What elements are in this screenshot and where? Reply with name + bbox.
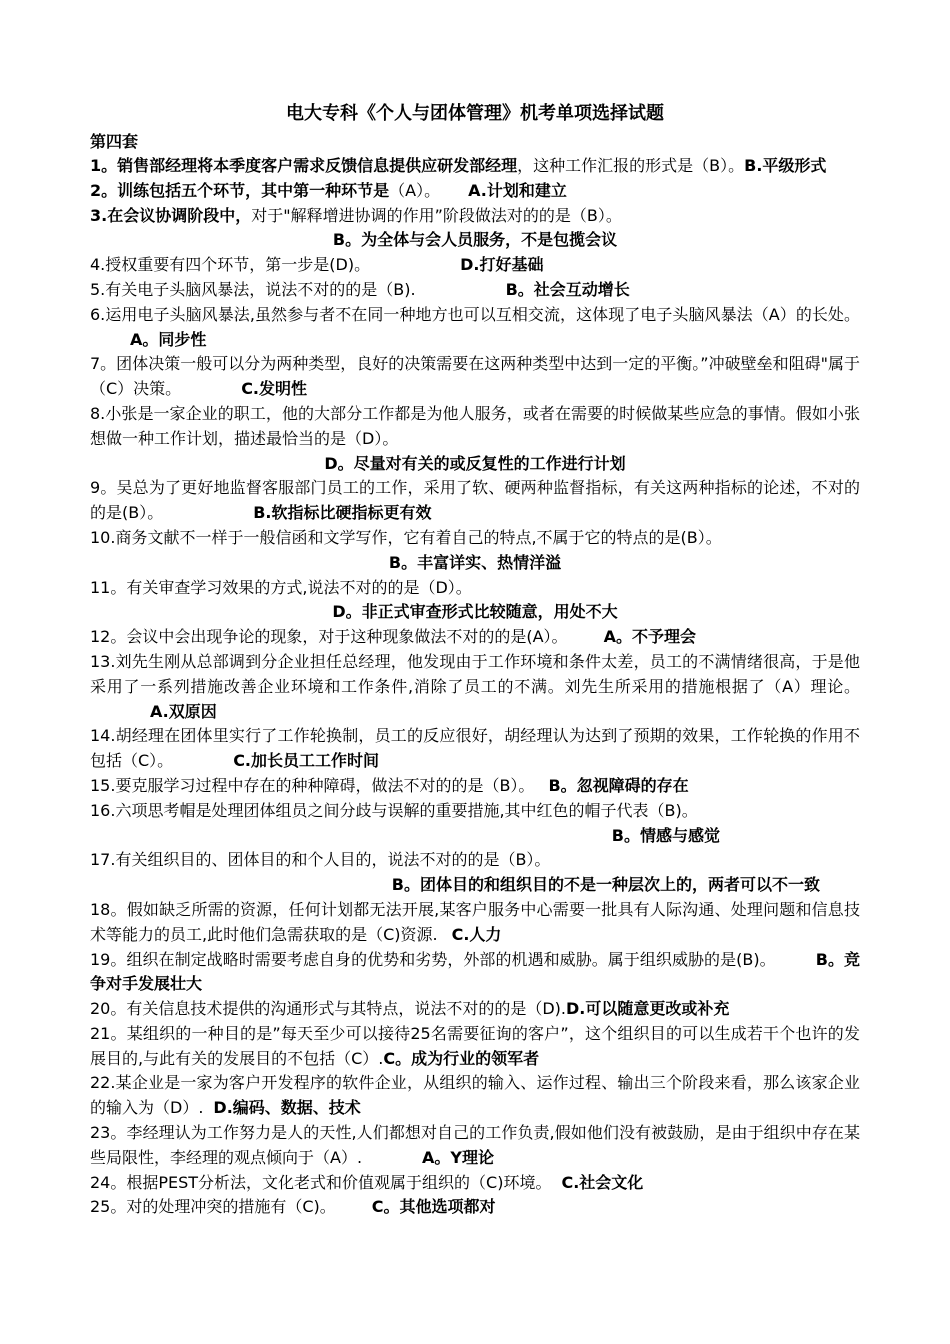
answer-17: B。团体目的和组织目的不是一种层次上的，两者可以不一致: [391, 875, 820, 895]
answer-9: B.软指标比硬指标更有效: [253, 503, 432, 523]
question-21: 21。某组织的一种目的是”每天至少可以接待25名需要征询的客户”，这个组织目的可以生成若干个也许的发展目的,与此有关的发展目的不包括（C）.C。成为行业的领军者: [90, 1023, 860, 1068]
question-3: 3.在会议协调阶段中，对于"解释增进协调的作用”阶段做法对的的是（B）。: [90, 205, 622, 225]
answer-3: B。为全体与会人员服务，不是包揽会议: [332, 230, 618, 250]
question-2: 2。训练包括五个环节，其中第一种环节是（A）。 A.计划和建立: [90, 180, 567, 200]
question-22: 22.某企业是一家为客户开发程序的软件企业，从组织的输入、运作过程、输出三个阶段来看，那么该家企业的输入为（D）. D.编码、数据、技术: [90, 1073, 860, 1118]
answer-25: C。其他选项都对: [371, 1197, 496, 1217]
question-13: 13.刘先生刚从总部调到分企业担任总经理，他发现由于工作环境和条件太差，员工的不满情绪很高，于是他采用了一系列措施改善企业环境和工作条件,消除了员工的不满。刘先生所采用的措施根据了（A）理论。A.双原因: [90, 651, 860, 721]
answer-18: C.人力: [451, 924, 502, 944]
question-11: 11。有关审查学习效果的方式,说法不对的的是（D）。: [90, 577, 472, 597]
document-page: [90, 100, 860, 1220]
question-1: 1。销售部经理将本季度客户需求反馈信息提供应研发部经理，这种工作汇报的形式是（B）。B.平级形式: [90, 156, 827, 175]
question-18: 18。假如缺乏所需的资源，任何计划都无法开展,某客户服务中心需要一批具有人际沟通、处理问题和信息技术等能力的员工,此时他们急需获取的是（C)资源. C.人力: [90, 899, 860, 944]
answer-12: A。不予理会: [603, 627, 696, 647]
answer-23: A。Y理论: [422, 1147, 495, 1167]
answer-6: A。同步性: [130, 329, 207, 349]
set-label: 第四套: [90, 132, 139, 151]
answer-19: B。竞争对手发展壮大: [90, 949, 860, 994]
question-19: 19。组织在制定战略时需要考虑自身的优势和劣势，外部的机遇和威胁。属于组织威胁的是(B)。 B。竞争对手发展壮大: [90, 949, 860, 994]
answer-8: D。尽量对有关的或反复性的工作进行计划: [324, 453, 626, 473]
answer-4: D.打好基础: [460, 255, 544, 275]
question-20: 20。有关信息技术提供的沟通形式与其特点，说法不对的的是（D).D.可以随意更改或补充: [90, 999, 730, 1019]
answer-20: D.可以随意更改或补充: [566, 999, 730, 1019]
answer-2: A.计划和建立: [468, 180, 567, 200]
question-9: 9。吴总为了更好地监督客服部门员工的工作，采用了软、硬两种监督指标，有关这两种指标的论述，不对的的是(B）。 B.软指标比硬指标更有效: [90, 478, 860, 523]
question-10: 10.商务文献不一样于一般信函和文学写作，它有着自己的特点,不属于它的特点的是(B）。: [90, 527, 722, 547]
question-25: 25。对的处理冲突的措施有（C)。 C。其他选项都对: [90, 1197, 496, 1217]
question-12: 12。会议中会出现争论的现象，对于这种现象做法不对的的是(A）。 A。不予理会: [90, 627, 696, 647]
answer-13: A.双原因: [150, 701, 217, 721]
question-15: 15.要克服学习过程中存在的种种障碍，做法不对的的是（B）。 B。忽视障碍的存在: [90, 775, 689, 795]
question-24: 24。根据PEST分析法，文化老式和价值观属于组织的（C)环境。 C.社会文化: [90, 1172, 644, 1192]
question-14: 14.胡经理在团体里实行了工作轮换制，员工的反应很好，胡经理认为达到了预期的效果，工作轮换的作用不包括（C）。 C.加长员工工作时间: [90, 726, 860, 771]
question-7: 7。团体决策一般可以分为两种类型，良好的决策需要在这两种类型中达到一定的平衡。”冲破壁垒和阻碍"属于（C）决策。 C.发明性: [90, 354, 860, 399]
answer-10: B。丰富详实、热情洋溢: [388, 552, 562, 572]
answer-24: C.社会文化: [561, 1172, 644, 1192]
answer-21: C。成为行业的领军者: [383, 1048, 540, 1068]
question-16: 16.六项思考帽是处理团体组员之间分歧与误解的重要措施,其中红色的帽子代表（B)。: [90, 800, 698, 820]
answer-22: D.编码、数据、技术: [213, 1098, 361, 1118]
question-5: 5.有关电子头脑风暴法，说法不对的的是（B). B。社会互动增长: [90, 279, 630, 299]
page-title: 电大专科《个人与团体管理》机考单项选择试题: [286, 103, 664, 124]
answer-7: C.发明性: [241, 379, 308, 399]
answer-5: B。社会互动增长: [505, 279, 630, 299]
question-23: 23。李经理认为工作努力是人的天性,人们都想对自己的工作负责,假如他们没有被鼓励，是由于组织中存在某些局限性，李经理的观点倾向于（A）. A。Y理论: [90, 1123, 860, 1167]
answer-16: B。情感与感觉: [611, 825, 720, 845]
answer-15: B。忽视障碍的存在: [548, 775, 689, 795]
answer-14: C.加长员工工作时间: [233, 751, 380, 771]
question-17: 17.有关组织目的、团体目的和个人目的，说法不对的的是（B）。: [90, 850, 551, 870]
question-4: 4.授权重要有四个环节，第一步是(D)。 D.打好基础: [90, 255, 544, 275]
question-8: 8.小张是一家企业的职工，他的大部分工作都是为他人服务，或者在需要的时候做某些应急的事情。假如小张想做一种工作计划，描述最恰当的是（D）。: [90, 403, 860, 448]
answer-11: D。非正式审查形式比较随意，用处不大: [332, 602, 618, 622]
answer-1: B.平级形式: [744, 156, 827, 175]
question-6: 6.运用电子头脑风暴法,虽然参与者不在同一种地方也可以互相交流，这体现了电子头脑风暴法（A）的长处。A。同步性: [90, 304, 860, 349]
